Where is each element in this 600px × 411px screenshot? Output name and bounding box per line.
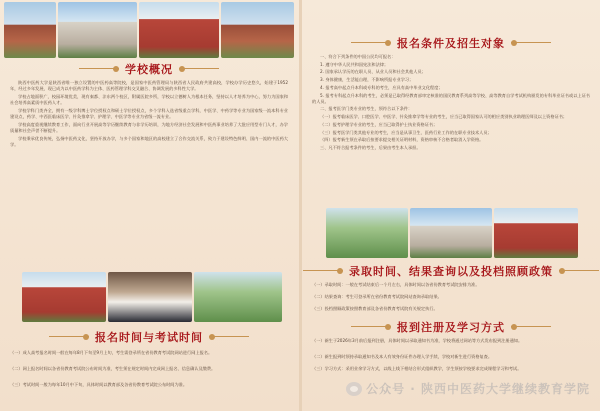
title-ornament [303,268,343,274]
registration-time-title [0,330,298,344]
section-heading: 报到注册及学习方式 [397,321,505,334]
overview-paragraph: 学校高度重视继续教育工作，面向行业开展高等学历继续教育与非学历培训，为地方经济社会发展和中医药事业培养了大批应用型专门人才，办学质量和社会声誉不断提升。 [10,121,288,133]
requirement-item: （三）报考医学门类其他专业的考生，应当是从事卫生、医药行业工作的在职专业技术人员； [320,129,492,135]
requirement-item: （四）报考新生须在录取后按要求提交相关证明材料，资格审核不合格者取消入学资格。 [320,137,484,143]
title-ornament [79,66,119,72]
title-ornament [511,324,551,330]
title-ornament [559,268,599,274]
overview-paragraph: 学校占地面积广，校园环境优美，现有秦都、沣东两个校区，附属医院多所，学校以立德树人为根本任务，坚持以人才培养为中心，努力为国家和社会培养高素质中医药人才。 [10,93,288,106]
campus-photo-strip-2 [22,272,282,322]
campus-photo [194,272,282,322]
overview-paragraph: 学校学科门类齐全，拥有一级学科博士学位授权点和硕士学位授权点，多个学科入选省级重点学科，中医学、中药学等专业为国家级一流本科专业建设点，药学、中西医临床医学、针灸推拿学、护理学、中医学等专业为省级一流专业。 [10,107,288,120]
campus-photo [326,208,408,258]
title-ornament [511,40,551,46]
admission-requirements-body [312,54,590,204]
campus-photo [58,2,137,58]
campus-photo [494,208,578,258]
watermark-text: 公众号 · 陕西中医药大学继续教育学院 [366,382,590,396]
campus-photo [410,208,492,258]
section-heading: 报名条件及招生对象 [397,37,505,50]
campus-photo [22,272,106,322]
admission-results-title [302,264,600,278]
requirement-item: 4. 报考高中起点升本科或专科的考生，应具有高中毕业文化程度； [320,84,443,90]
requirement-item: 5. 报考专科起点升本科的考生，必须是已取得经教育部审定核准的国民教育系列高等学校、高等教育自学考试机构颁发的专科毕业证书或以上证书的人员。 [312,92,590,104]
left-column [0,0,298,411]
title-ornament [351,324,391,330]
results-item: （一）录取时间：一般在考试结束后一个月左右，具体时间以各省份教育考试院安排为准。 [312,282,480,287]
admission-requirements-title [302,36,600,50]
campus-photo [139,2,218,58]
wechat-watermark [346,380,590,397]
section-heading: 学校概况 [125,63,173,76]
registration-item: （三）考试时间一般为每年10月中下旬，具体时间以教育部及各省份教育考试院公布时间为准。 [10,382,188,387]
overview-paragraph: 陕西中医药大学是陕西省唯一独立设置的中医药高等院校，是国家中医药管理局与陕西省人民政府共建高校，学校办学历史悠久，始建于1952年，经过多年发展，现已成为以中医药学科为主体、医药管理学科交叉融合、协调发展的多科性大学。 [10,80,288,92]
title-ornament [49,334,89,340]
study-item: （一）新生于2026年3月前后报到注册，具体时间以录取通知书为准，学校将通过网站等方式发布报到注册通知。 [312,338,523,343]
results-item: （三）投档照顾政策按照教育部及各省份教育考试院有关规定执行。 [312,306,438,311]
requirement-item: 3. 身体健康，生活能自理，不影响所报专业学习； [320,77,414,83]
section-heading: 报名时间与考试时间 [95,331,203,344]
registration-item: （二）网上报名时间以各省份教育考试院公布时间为准，考生须在规定时间内完成网上报名、信息确认及缴费。 [10,366,216,371]
campus-photo-strip [4,2,294,58]
campus-photo-strip-3 [326,208,578,258]
title-ornament [351,40,391,46]
requirement-item: 三、凡不符合报考条件的考生，后果由考生本人承担。 [320,144,421,150]
requirement-item: 1. 遵守中华人民共和国宪法和法律； [320,61,389,67]
requirement-item: （二）报考护理学专业的考生，应当已取得护士执业资格证书； [320,121,438,127]
requirement-item: （一）报考临床医学、口腔医学、中医学、针灸推拿学等专业的考生，应当已取得国家认可的相应类别执业助理医师及以上资格证书； [320,114,568,120]
group-photo [108,272,192,322]
study-item: （二）新生报到时须持录取通知书及本人有效身份证件办理入学手续，学校对新生进行资格复查。 [312,354,493,359]
title-ornament [179,66,219,72]
requirement-item: 2. 国家承认学历的在职人员、从业人员和社会其他人员； [320,69,426,75]
school-overview-title [0,62,298,76]
results-item: （二）结果查询：考生可登录所在省份教育考试院网站查询录取结果。 [312,294,442,299]
study-item: （三）学习方式：采用业余学习方式，以线上线下相结合形式组织教学，学生须按学校要求完成课程学习和考试。 [312,366,522,371]
wechat-icon [346,382,362,396]
requirement-item: 一、符合下列条件的中国公民均可报名： [320,54,396,59]
section-heading: 录取时间、结果查询以及投档照顾政策 [349,265,553,278]
campus-photo [221,2,294,58]
right-column [302,0,600,411]
overview-paragraph: 学校秉承优良传统，弘扬中医药文化，坚持开放办学，与多个国家和地区的高校建立了合作交流关系，致力于建设特色鲜明、国内一流的中医药大学。 [10,135,288,147]
registration-study-title [302,320,600,334]
title-ornament [209,334,249,340]
requirement-item: 二、报考医学门类专业的考生，须符合以下条件： [320,106,413,112]
school-overview-body [10,80,288,266]
campus-photo [4,2,56,58]
registration-item: （一）成人高考报名时间一般在每年8月下旬至9月上旬，考生需登录所在省份教育考试院网站进行网上报名。 [10,350,213,355]
